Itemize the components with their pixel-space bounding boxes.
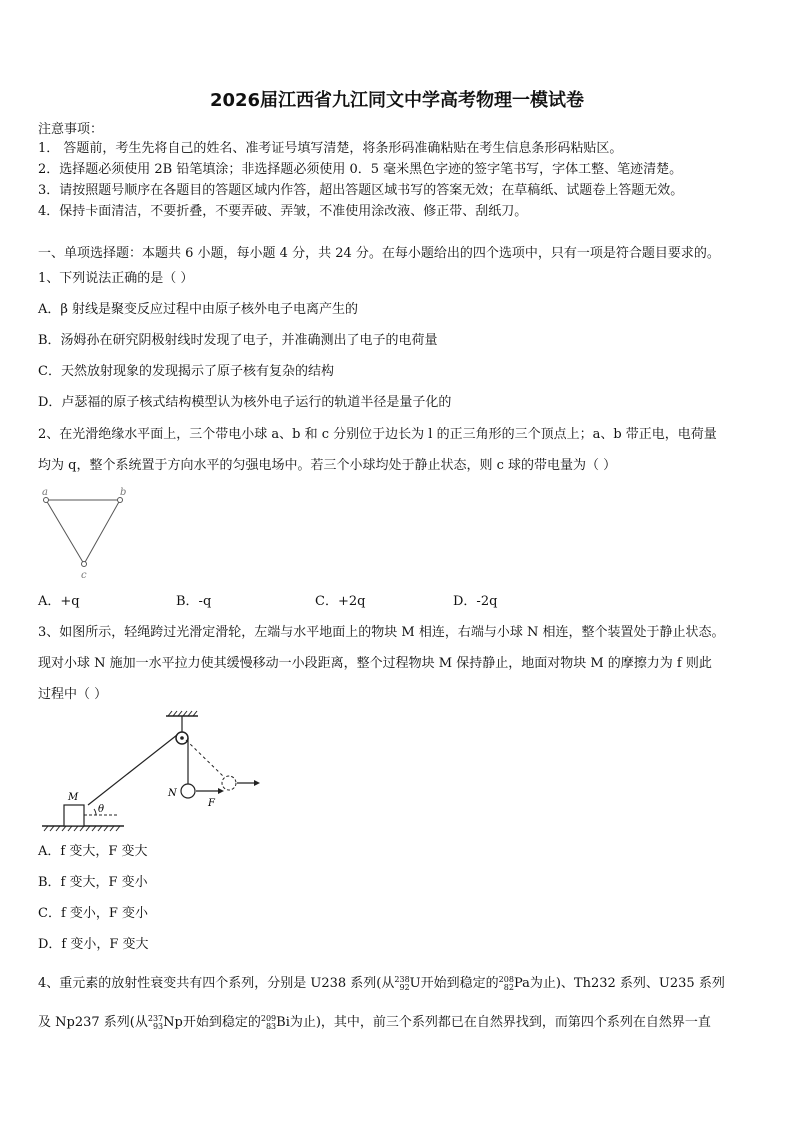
- question-2-option-b: B．-q: [176, 594, 212, 609]
- question-2-stem-line1: 2、在光滑绝缘水平面上，三个带电小球 a、b 和 c 分别位于边长为 l 的正三角形的三个顶点上；a、b 带正电，电荷量: [38, 427, 717, 442]
- question-3-option-a: A．f 变大，F 变大: [38, 844, 148, 859]
- question-2-stem-line2: 均为 q，整个系统置于方向水平的匀强电场中。若三个小球均处于静止状态，则 c 球的带电量为（ ）: [38, 458, 617, 473]
- label-n: N: [168, 788, 177, 799]
- isotope-pa208: 208 82Pa: [498, 974, 530, 992]
- label-a: a: [42, 487, 48, 498]
- label-m: M: [68, 792, 79, 803]
- block-m: [64, 805, 84, 826]
- question-1-option-d: D．卢瑟福的原子核式结构模型认为核外电子运行的轨道半径是量子化的: [38, 395, 452, 410]
- notice-item-1: 1． 答题前，考生先将自己的姓名、准考证号填写清楚，将条形码准确粘贴在考生信息条形码粘贴区。: [38, 141, 623, 156]
- pulley-figure: [38, 710, 278, 835]
- question-3-option-c: C．f 变小，F 变小: [38, 906, 149, 921]
- question-1-stem: 1、下列说法正确的是（ ）: [38, 271, 194, 286]
- section-heading: 一、单项选择题：本题共 6 小题，每小题 4 分，共 24 分。在每小题给出的四个选项中，只有一项是符合题目要求的。: [38, 246, 720, 261]
- question-4-line2: 及 Np237 系列(从237 93Np开始到稳定的209 83Bi为止)，其中，前三个系列都已在自然界找到，而第四个系列在自然界一直: [38, 1013, 711, 1031]
- question-1-option-a: A．β 射线是聚变反应过程中由原子核外电子电离产生的: [38, 302, 359, 317]
- triangle-figure: [38, 486, 138, 581]
- isotope-np237: 237 93Np: [147, 1013, 183, 1031]
- question-1-option-b: B．汤姆孙在研究阴极射线时发现了电子，并准确测出了电子的电荷量: [38, 333, 438, 348]
- question-3-stem-line1: 3、如图所示，轻绳跨过光滑定滑轮，左端与水平地面上的物块 M 相连，右端与小球 N 相连，整个装置处于静止状态。: [38, 625, 725, 640]
- notice-heading: 注意事项：: [38, 122, 104, 137]
- question-2-option-d: D．-2q: [453, 594, 498, 609]
- label-f: F: [208, 798, 215, 809]
- ball-n: [181, 784, 195, 798]
- question-3-option-b: B．f 变大，F 变小: [38, 875, 148, 890]
- question-3-stem-line3: 过程中（ ）: [38, 687, 108, 702]
- question-4-line1: 4、重元素的放射性衰变共有四个系列，分别是 U238 系列(从238 92U开始到稳定的208 82Pa为止)、Th232 系列、U235 系列: [38, 974, 725, 992]
- notice-item-4: 4．保持卡面清洁，不要折叠，不要弄破、弄皱，不准使用涂改液、修正带、刮纸刀。: [38, 204, 528, 219]
- question-3-option-d: D．f 变小，F 变大: [38, 937, 149, 952]
- question-2-option-c: C．+2q: [315, 594, 366, 609]
- label-c: c: [81, 570, 87, 581]
- isotope-bi209: 209 83Bi: [260, 1013, 290, 1031]
- question-2-option-a: A．+q: [38, 594, 80, 609]
- isotope-u238: 238 92U: [394, 974, 421, 992]
- notice-item-2: 2．选择题必须使用 2B 铅笔填涂；非选择题必须使用 0．5 毫米黑色字迹的签字笔书写，字体工整、笔迹清楚。: [38, 162, 683, 177]
- question-3-stem-line2: 现对小球 N 施加一水平拉力使其缓慢移动一小段距离，整个过程物块 M 保持静止，地面对物块 M 的摩擦力为 f 则此: [38, 656, 712, 671]
- label-theta: θ: [98, 804, 105, 815]
- notice-item-3: 3．请按照题号顺序在各题目的答题区域内作答，超出答题区域书写的答案无效；在草稿纸、试题卷上答题无效。: [38, 183, 684, 198]
- question-1-option-c: C．天然放射现象的发现揭示了原子核有复杂的结构: [38, 364, 334, 379]
- page-title: 2026届江西省九江同文中学高考物理一模试卷: [209, 90, 585, 111]
- label-b: b: [120, 487, 127, 498]
